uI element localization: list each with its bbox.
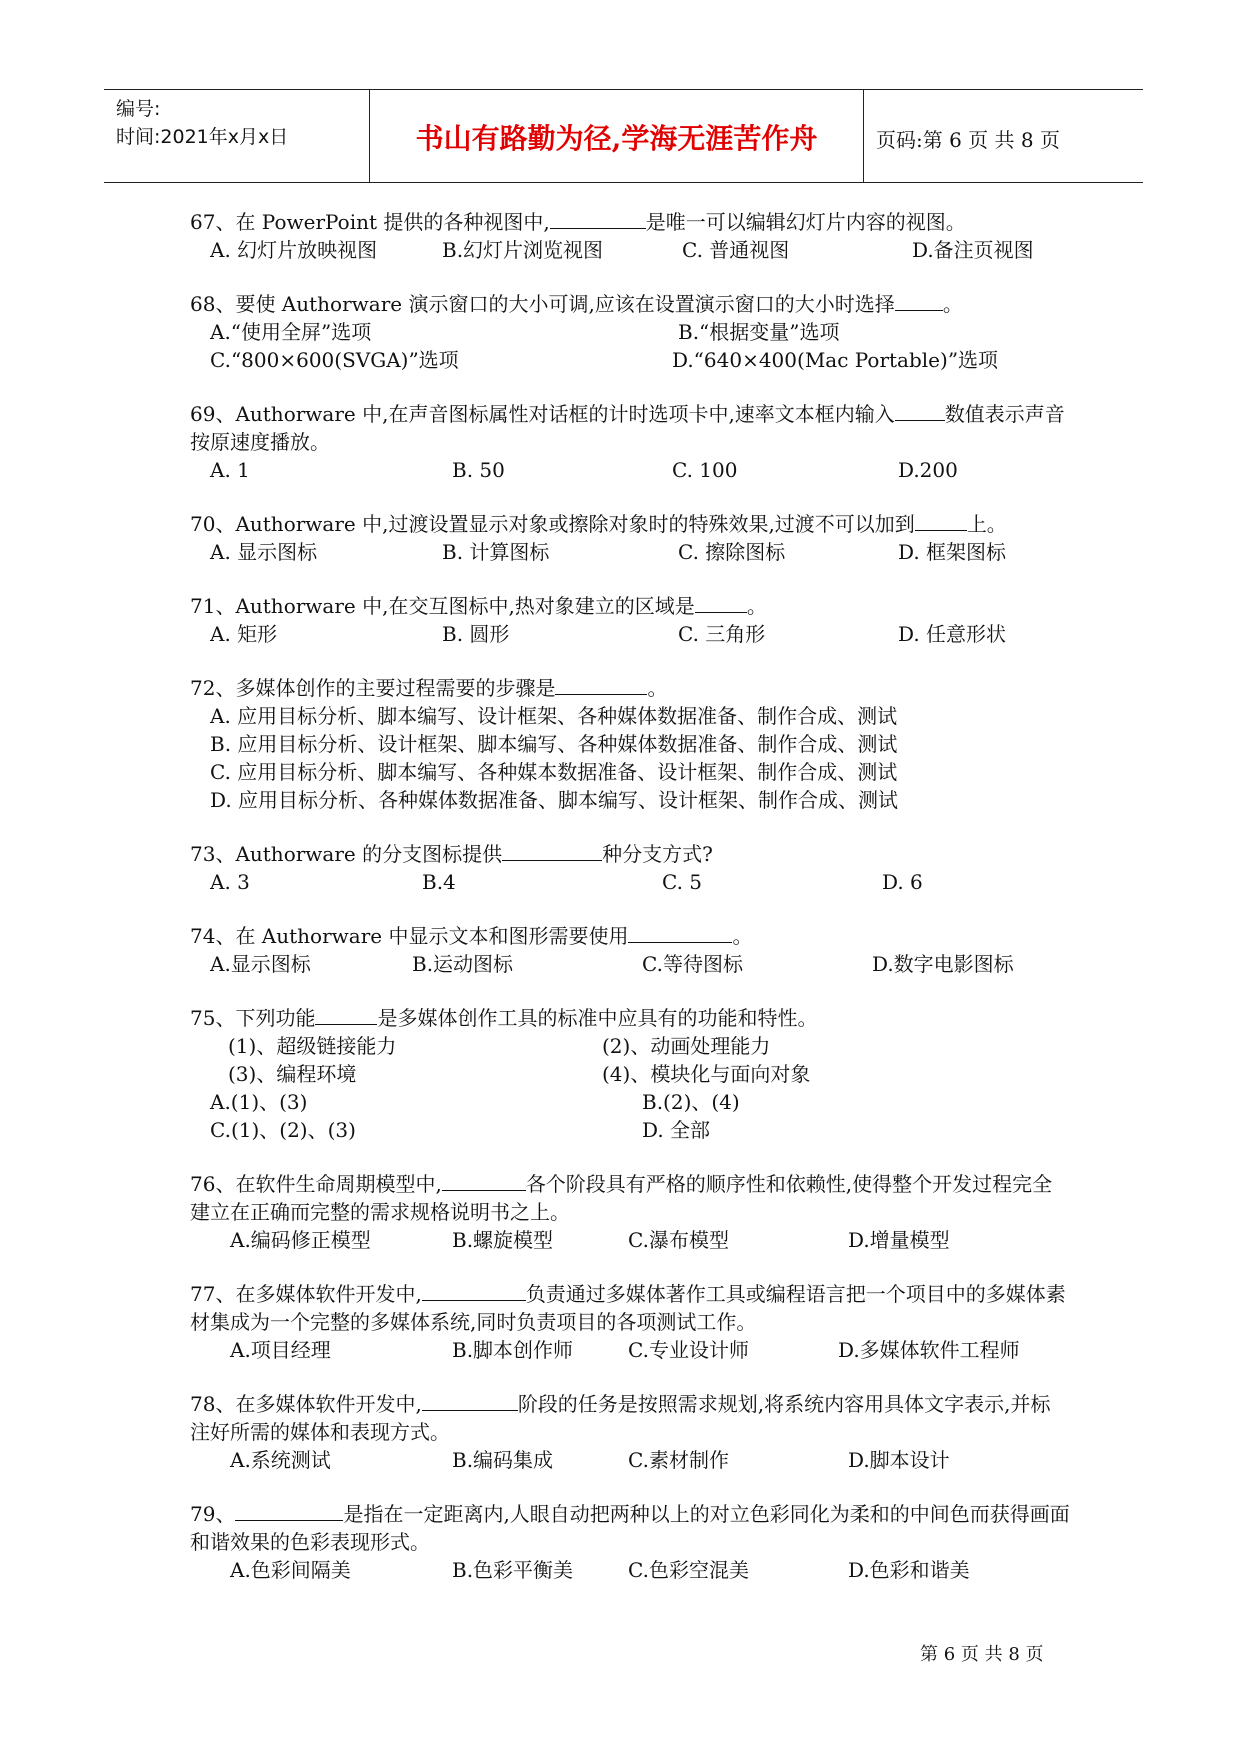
option-a: A.(1)、(3) [210, 1090, 308, 1114]
option-c: C. 5 [662, 870, 703, 894]
option-c: C.“800×600(SVGA)”选项 [210, 348, 459, 372]
question-72 [190, 674, 1070, 814]
question-list [190, 208, 1070, 1610]
answer-blank [895, 292, 943, 311]
option-b: B.4 [422, 870, 456, 894]
option-c: C. 100 [672, 458, 738, 482]
option-d: D.色彩和谐美 [848, 1558, 970, 1582]
option-b: B. 计算图标 [442, 540, 550, 564]
question-79 [190, 1500, 1070, 1584]
answer-blank [422, 1282, 526, 1301]
option-b: B. 应用目标分析、设计框架、脚本编写、各种媒体数据准备、制作合成、测试 [210, 732, 898, 756]
option-d: D.脚本设计 [848, 1448, 950, 1472]
question-68 [190, 290, 1070, 374]
options-row [190, 1556, 1070, 1584]
feature-item: (1)、超级链接能力 [228, 1034, 397, 1058]
question-73 [190, 840, 1070, 896]
question-71 [190, 592, 1070, 648]
option-c: C.等待图标 [642, 952, 743, 976]
question-76 [190, 1170, 1070, 1254]
question-74 [190, 922, 1070, 978]
option-b: B. 圆形 [442, 622, 510, 646]
question-70 [190, 510, 1070, 566]
answer-blank [422, 1392, 518, 1411]
option-b: B. 50 [452, 458, 505, 482]
options-row [190, 1226, 1070, 1254]
answer-blank [915, 512, 967, 531]
answer-blank [235, 1502, 343, 1521]
answer-blank [315, 1006, 377, 1025]
question-stem: 73、Authorware 的分支图标提供 种分支方式? [190, 842, 713, 866]
question-stem: 68、要使 Authorware 演示窗口的大小可调,应该在设置演示窗口的大小时选择 。 [190, 292, 963, 316]
options-row [190, 1088, 1070, 1116]
question-67 [190, 208, 1070, 264]
options-row [190, 950, 1070, 978]
option-d: D.“640×400(Mac Portable)”选项 [672, 348, 999, 372]
option-a: A. 幻灯片放映视图 [210, 238, 378, 262]
question-78 [190, 1390, 1070, 1474]
option-a: A. 3 [210, 870, 250, 894]
option-d: D.200 [898, 458, 958, 482]
option-c: C.色彩空混美 [628, 1558, 749, 1582]
feature-item: (3)、编程环境 [228, 1062, 357, 1086]
option-c: C.素材制作 [628, 1448, 729, 1472]
answer-blank [628, 924, 732, 943]
options-row [190, 868, 1070, 896]
option-d: D. 全部 [642, 1118, 711, 1142]
option-a: A.“使用全屏”选项 [210, 320, 372, 344]
options-row [190, 730, 1070, 758]
option-a: A.显示图标 [210, 952, 311, 976]
option-a: A.色彩间隔美 [230, 1558, 351, 1582]
question-69 [190, 400, 1070, 484]
option-a: A. 矩形 [210, 622, 278, 646]
option-d: D. 应用目标分析、各种媒体数据准备、脚本编写、设计框架、制作合成、测试 [210, 788, 899, 812]
option-d: D. 任意形状 [898, 622, 1007, 646]
motto: 书山有路勤为径,学海无涯苦作舟 [415, 122, 818, 155]
question-stem: 67、在 PowerPoint 提供的各种视图中, 是唯一可以编辑幻灯片内容的视图。 [190, 210, 966, 234]
option-d: D.数字电影图标 [872, 952, 1014, 976]
option-d: D.多媒体软件工程师 [838, 1338, 1020, 1362]
option-b: B.运动图标 [412, 952, 514, 976]
option-c: C. 应用目标分析、脚本编写、各种媒本数据准备、设计框架、制作合成、测试 [210, 760, 898, 784]
feature-item: (2)、动画处理能力 [602, 1034, 771, 1058]
option-c: C.专业设计师 [628, 1338, 749, 1362]
option-c: C.(1)、(2)、(3) [210, 1118, 356, 1142]
question-stem: 72、多媒体创作的主要过程需要的步骤是 。 [190, 676, 668, 700]
header-left-cell [104, 90, 370, 182]
option-b: B.幻灯片浏览视图 [442, 238, 604, 262]
option-d: D.增量模型 [848, 1228, 950, 1252]
option-d: D. 6 [882, 870, 923, 894]
options-row [190, 318, 1070, 346]
options-row [190, 456, 1070, 484]
option-d: D.备注页视图 [912, 238, 1034, 262]
option-a: A. 1 [210, 458, 250, 482]
question-75 [190, 1004, 1070, 1144]
options-row [190, 758, 1070, 786]
page-label: 页码:第 6 页 共 8 页 [876, 128, 1060, 152]
items-row [190, 1060, 1070, 1088]
question-stem: 71、Authorware 中,在交互图标中,热对象建立的区域是 。 [190, 594, 767, 618]
options-row [190, 346, 1070, 374]
option-b: B.螺旋模型 [452, 1228, 554, 1252]
option-c: C.瀑布模型 [628, 1228, 729, 1252]
time-label: 时间:2021年x月x日 [116, 126, 289, 148]
options-row [190, 620, 1070, 648]
serial-label: 编号: [116, 98, 161, 120]
option-c: C. 普通视图 [682, 238, 790, 262]
question-stem: 78、在多媒体软件开发中, 阶段的任务是按照需求规划,将系统内容用具体文字表示,并标注好所需的媒体和表现方式。 [190, 1392, 1051, 1444]
options-row [190, 1116, 1070, 1144]
question-stem: 69、Authorware 中,在声音图标属性对话框的计时选项卡中,速率文本框内输入 数值表示声音按原速度播放。 [190, 402, 1065, 454]
options-row [190, 236, 1070, 264]
option-b: B.脚本创作师 [452, 1338, 574, 1362]
feature-item: (4)、模块化与面向对象 [602, 1062, 811, 1086]
option-a: A.编码修正模型 [230, 1228, 371, 1252]
options-row [190, 1446, 1070, 1474]
question-stem: 75、下列功能 是多媒体创作工具的标准中应具有的功能和特性。 [190, 1006, 818, 1030]
header-page-cell [864, 90, 1143, 182]
question-stem: 70、Authorware 中,过渡设置显示对象或擦除对象时的特殊效果,过渡不可以加到 上。 [190, 512, 1007, 536]
question-stem: 74、在 Authorware 中显示文本和图形需要使用 。 [190, 924, 753, 948]
option-d: D. 框架图标 [898, 540, 1007, 564]
question-stem: 76、在软件生命周期模型中, 各个阶段具有严格的顺序性和依赖性,使得整个开发过程完全建立在正确而完整的需求规格说明书之上。 [190, 1172, 1053, 1224]
answer-blank [695, 594, 747, 613]
option-a: A.系统测试 [230, 1448, 331, 1472]
answer-blank [442, 1172, 526, 1191]
option-b: B.“根据变量”选项 [678, 320, 840, 344]
answer-blank [555, 676, 647, 695]
options-row [190, 1336, 1070, 1364]
question-stem: 77、在多媒体软件开发中, 负责通过多媒体著作工具或编程语言把一个项目中的多媒体素材集成为一个完整的多媒体系统,同时负责项目的各项测试工作。 [190, 1282, 1066, 1334]
items-row [190, 1032, 1070, 1060]
option-b: B.(2)、(4) [642, 1090, 740, 1114]
options-row [190, 786, 1070, 814]
options-row [190, 702, 1070, 730]
question-77 [190, 1280, 1070, 1364]
option-b: B.编码集成 [452, 1448, 554, 1472]
option-c: C. 三角形 [678, 622, 766, 646]
answer-blank [895, 402, 945, 421]
answer-blank [550, 210, 646, 229]
header-table [104, 89, 1143, 183]
options-row [190, 538, 1070, 566]
option-a: A. 应用目标分析、脚本编写、设计框架、各种媒体数据准备、制作合成、测试 [210, 704, 898, 728]
option-a: A.项目经理 [230, 1338, 331, 1362]
option-a: A. 显示图标 [210, 540, 318, 564]
answer-blank [502, 842, 602, 861]
page-footer: 第 6 页 共 8 页 [920, 1644, 1044, 1665]
header-motto-cell [370, 90, 864, 182]
question-stem: 79、 是指在一定距离内,人眼自动把两种以上的对立色彩同化为柔和的中间色而获得画面和谐效果的色彩表现形式。 [190, 1502, 1070, 1554]
option-b: B.色彩平衡美 [452, 1558, 574, 1582]
option-c: C. 擦除图标 [678, 540, 786, 564]
